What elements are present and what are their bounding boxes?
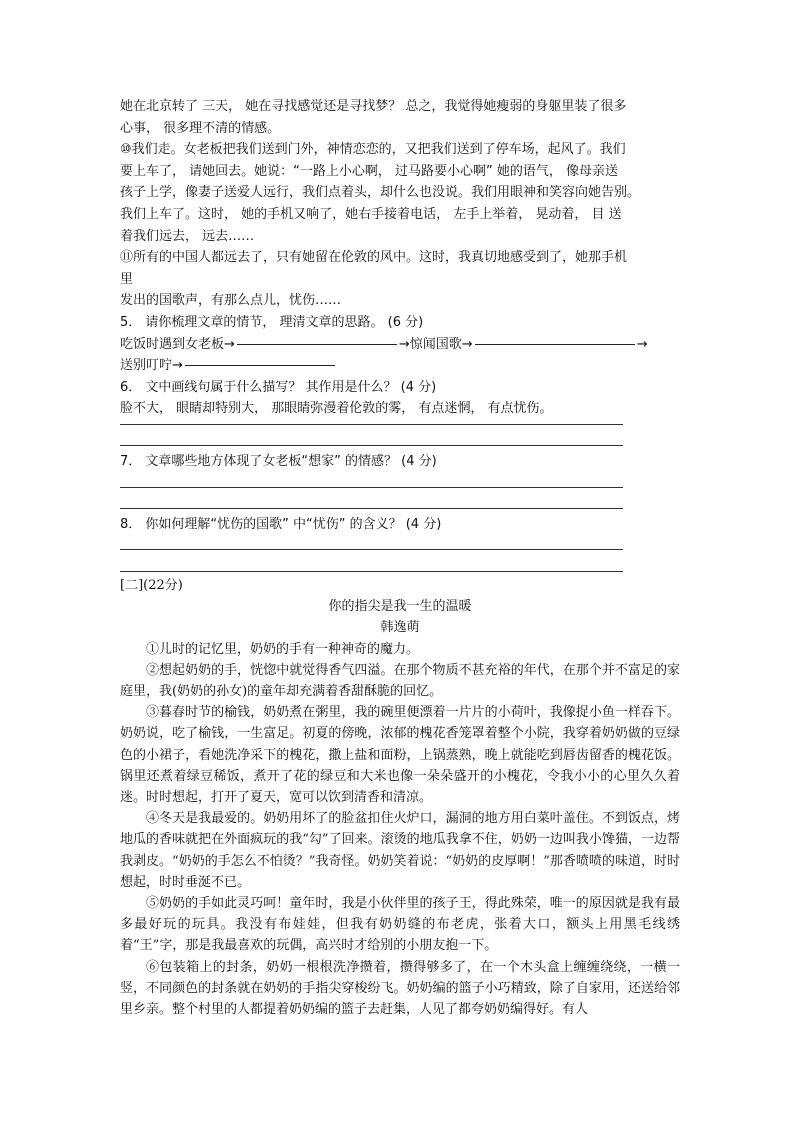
story-line: ⑩我们走。女老板把我们送到门外，神情恋恋的，又把我们送到了停车场，起风了。我们 [120, 142, 626, 158]
answer-line[interactable] [120, 508, 623, 509]
passage-paragraph: ①儿时的记忆里，奶奶的手有一种神奇的魔力。 [146, 641, 420, 657]
passage-paragraph: ③暮春时节的榆钱，奶奶煮在粥里，我的碗里便漂着一片片的小荷叶，我像捉小鱼一样吞下。奶奶说，吃了榆钱，一生富足。初夏的傍晚，浓郁的槐花香笼罩着整个小院，我穿着奶奶做的豆绿色的小裙子，看她洗净采下的槐花，撒上盐和面粉，上锅蒸熟，晚上就能吃到唇齿留香的槐花饭。锅里还煮着绿豆稀饭，煮开了花的绿豆和大米也像一朵朵盛开的小槐花，令我小小的心里久久着迷。时时想起，打开了夏天，宽可以饮到清香和清凉。 [120, 705, 680, 806]
passage-author: 韩逸萌 [380, 620, 420, 636]
passage-paragraph: ⑤奶奶的手如此灵巧呵！童年时，我是小伙伴里的孩子王，得此殊荣，唯一的原因就是我有最多最好玩的玩具。我没有布娃娃，但我有奶奶缝的布老虎，张着大口，额头上用黑毛线绣着“王”字，那是我最喜欢的玩偶，高兴时才给别的小朋友抱一下。 [120, 896, 680, 954]
question-8: 8． 你如何理解“忧伤的国歌” 中“忧伤” 的含义？ (4 分) [120, 517, 442, 532]
story-line: 发出的国歌声，有那么点儿，忧伤…… [120, 293, 342, 309]
question-6: 6． 文中画线句属于什么描写？ 其作用是什么？ (4 分) [120, 379, 437, 395]
question-7-block [120, 451, 680, 473]
q5-blank-1[interactable] [237, 344, 397, 345]
story-line: 里 [120, 271, 134, 287]
story-line: ⑪所有的中国人都远去了，只有她留在伦敦的风中。这时，我真切地感受到了，她那手机 [120, 250, 628, 266]
q5-blank-2[interactable] [475, 344, 635, 345]
story-line: 她在北京转了 三天， 她在寻找感觉还是寻找梦？ 总之，我觉得她瘦弱的身躯里装了很多 [120, 99, 627, 114]
passage-paragraph: ⑥包装箱上的封条，奶奶一根根洗净攒着，攒得够多了，在一个木头盒上缠缠绕绕，一横一竖，不同颜色的封条就在奶奶的手指尖穿梭纷飞。奶奶编的篮子小巧精致，除了自家用，还送给邻里乡亲。整个村里的人都提着奶奶编的篮子去赶集，人见了都夸奶奶编得好。有人 [120, 959, 680, 1018]
answer-line[interactable] [120, 487, 623, 488]
q5-part3: → [636, 336, 648, 352]
section-2 [120, 575, 680, 1020]
q5-part2: →惊闻国歌→ [398, 336, 473, 352]
q5-part4: 送别叮咛→ [120, 358, 183, 374]
answer-line[interactable] [120, 571, 623, 572]
passage-paragraph: ②想起奶奶的手，恍惚中就觉得香气四溢。在那个物质不甚充裕的年代，在那个并不富足的家庭里，我(奶奶的孙女)的童年却充满着香甜酥脆的回忆。 [120, 662, 680, 700]
question-5-flow-cont [120, 355, 680, 377]
question-7: 7． 文章哪些地方体现了女老板“想家” 的情感？ (4 分) [120, 454, 437, 469]
story-line: 着我们远去， 远去…… [120, 228, 255, 244]
passage-title: 你的指尖是我一生的温暖 [328, 599, 472, 615]
question-8-block [120, 514, 680, 536]
q5-blank-3[interactable] [185, 365, 335, 366]
q5-part1: 吃饭时遇到女老板→ [120, 336, 235, 352]
answer-line[interactable] [120, 424, 623, 425]
story-line: 心事， 很多理不清的情感。 [120, 120, 281, 136]
story-text [120, 96, 680, 420]
section-header: [二](22分) [120, 578, 183, 593]
answer-line[interactable] [120, 445, 623, 446]
passage-paragraph: ④冬天是我最爱的。奶奶用坏了的脸盆扣住火炉口，漏洞的地方用白菜叶盖住。不到饭点，烤地瓜的香味就把在外面疯玩的我“勾”了回来。滚烫的地瓜我拿不住，奶奶一边叫我小馋猫，一边帮我剥皮。“奶奶的手怎么不怕烫？”我奇怪。奶奶笑着说：“奶奶的皮厚啊！”那香喷喷的味道，时时想起，时时垂涎不已。 [120, 811, 680, 890]
question-5-flow [120, 334, 680, 356]
story-line: 我们上车了。这时， 她的手机又响了，她右手接着电话， 左手上举着， 晃动着， 目 送 [120, 206, 622, 222]
question-6-quote: 脸不大， 眼睛却特别大， 那眼睛弥漫着伦敦的雾， 有点迷惘， 有点忧伤。 [120, 401, 553, 417]
story-line: 要上车了， 请她回去。她说：“一路上小心啊， 过马路要小心啊” 她的语气， 像母亲送 [120, 163, 618, 179]
story-line: 孩子上学，像妻子送爱人远行，我们点着头，却什么也没说。我们用眼神和笑容向她告别。 [120, 185, 641, 201]
answer-line[interactable] [120, 549, 623, 550]
question-5: 5． 请你梳理文章的情节， 理清文章的思路。 (6 分) [120, 314, 424, 330]
